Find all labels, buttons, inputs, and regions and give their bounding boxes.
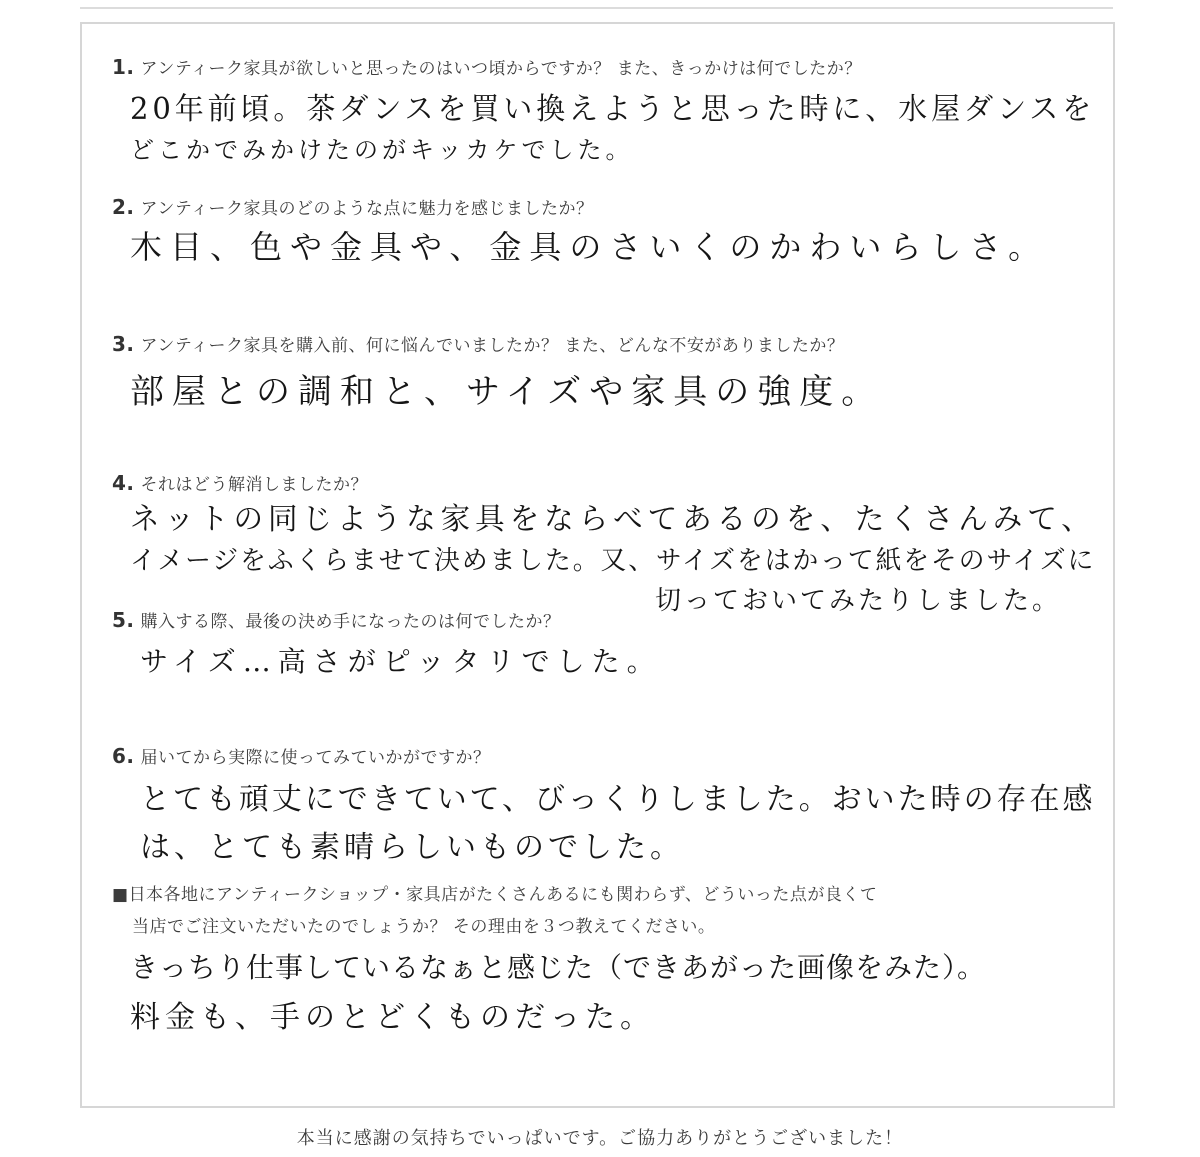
question-6-text: 届いてから実際に使ってみていかがですか？ [140, 748, 491, 768]
answer-4-line-3: 切っておいてみたりしました。 [655, 586, 1062, 616]
question-4-number: 4. [112, 471, 135, 495]
question-2-text: アンティーク家具のどのような点に魅力を感じましたか？ [140, 199, 594, 219]
top-rule [80, 7, 1113, 9]
answer-4-line-1: ネットの同じような家具をならべてあるのを、たくさんみて、 [130, 502, 1096, 537]
question-1-number: 1. [112, 55, 135, 79]
question-5-text: 購入する際、最後の決め手になったのは何でしたか？ [140, 612, 561, 632]
answer-2-line-1: 木目、色や金具や、金具のさいくのかわいらしさ。 [130, 228, 1049, 266]
question-3-number: 3. [112, 332, 135, 356]
extra-question-line-2: 当店でご注文いただいたのでしょうか？ その理由を３つ教えてください。 [132, 917, 716, 937]
question-6 [112, 743, 491, 768]
question-6-number: 6. [112, 744, 135, 768]
extra-answer-line-1: きっちり仕事しているなぁと感じた（できあがった画像をみた）。 [130, 951, 987, 984]
extra-question-marker: ■ [112, 885, 129, 905]
question-5 [112, 607, 561, 632]
answer-6-line-1: とても頑丈にできていて、びっくりしました。おいた時の存在感 [140, 782, 1096, 817]
question-4-text: それはどう解消しましたか？ [140, 475, 369, 495]
question-1-text: アンティーク家具が欲しいと思ったのはいつ頃からですか？ また、きっかけは何でしたか？ [140, 59, 862, 79]
answer-3-line-1: 部屋との調和と、サイズや家具の強度。 [130, 372, 884, 412]
extra-question-text-1: 日本各地にアンティークショップ・家具店がたくさんあるにも関わらず、どういった点が良くて [128, 885, 878, 905]
answer-5-line-1: サイズ…高さがピッタリでした。 [140, 645, 662, 678]
answer-6-line-2: は、とても素晴らしいものでした。 [140, 830, 684, 865]
extra-answer-line-2: 料金も、手のとどくものだった。 [130, 1000, 655, 1035]
question-2 [112, 194, 593, 219]
question-3 [112, 331, 844, 356]
answer-1-line-1: 20年前頃。茶ダンスを買い換えようと思った時に、水屋ダンスを [130, 92, 1096, 127]
answer-1-line-2: どこかでみかけたのがキッカケでした。 [130, 136, 634, 164]
question-2-number: 2. [112, 195, 135, 219]
question-4 [112, 470, 368, 495]
extra-question-line-1 [112, 880, 877, 905]
answer-4-line-2: イメージをふくらませて決めました。又、サイズをはかって紙をそのサイズに [130, 546, 1096, 576]
question-3-text: アンティーク家具を購入前、何に悩んでいましたか？ また、どんな不安がありましたか？ [140, 336, 845, 356]
question-5-number: 5. [112, 608, 135, 632]
closing-message: 本当に感謝の気持ちでいっぱいです。ご協力ありがとうございました！ [296, 1128, 904, 1149]
question-1 [112, 54, 862, 79]
